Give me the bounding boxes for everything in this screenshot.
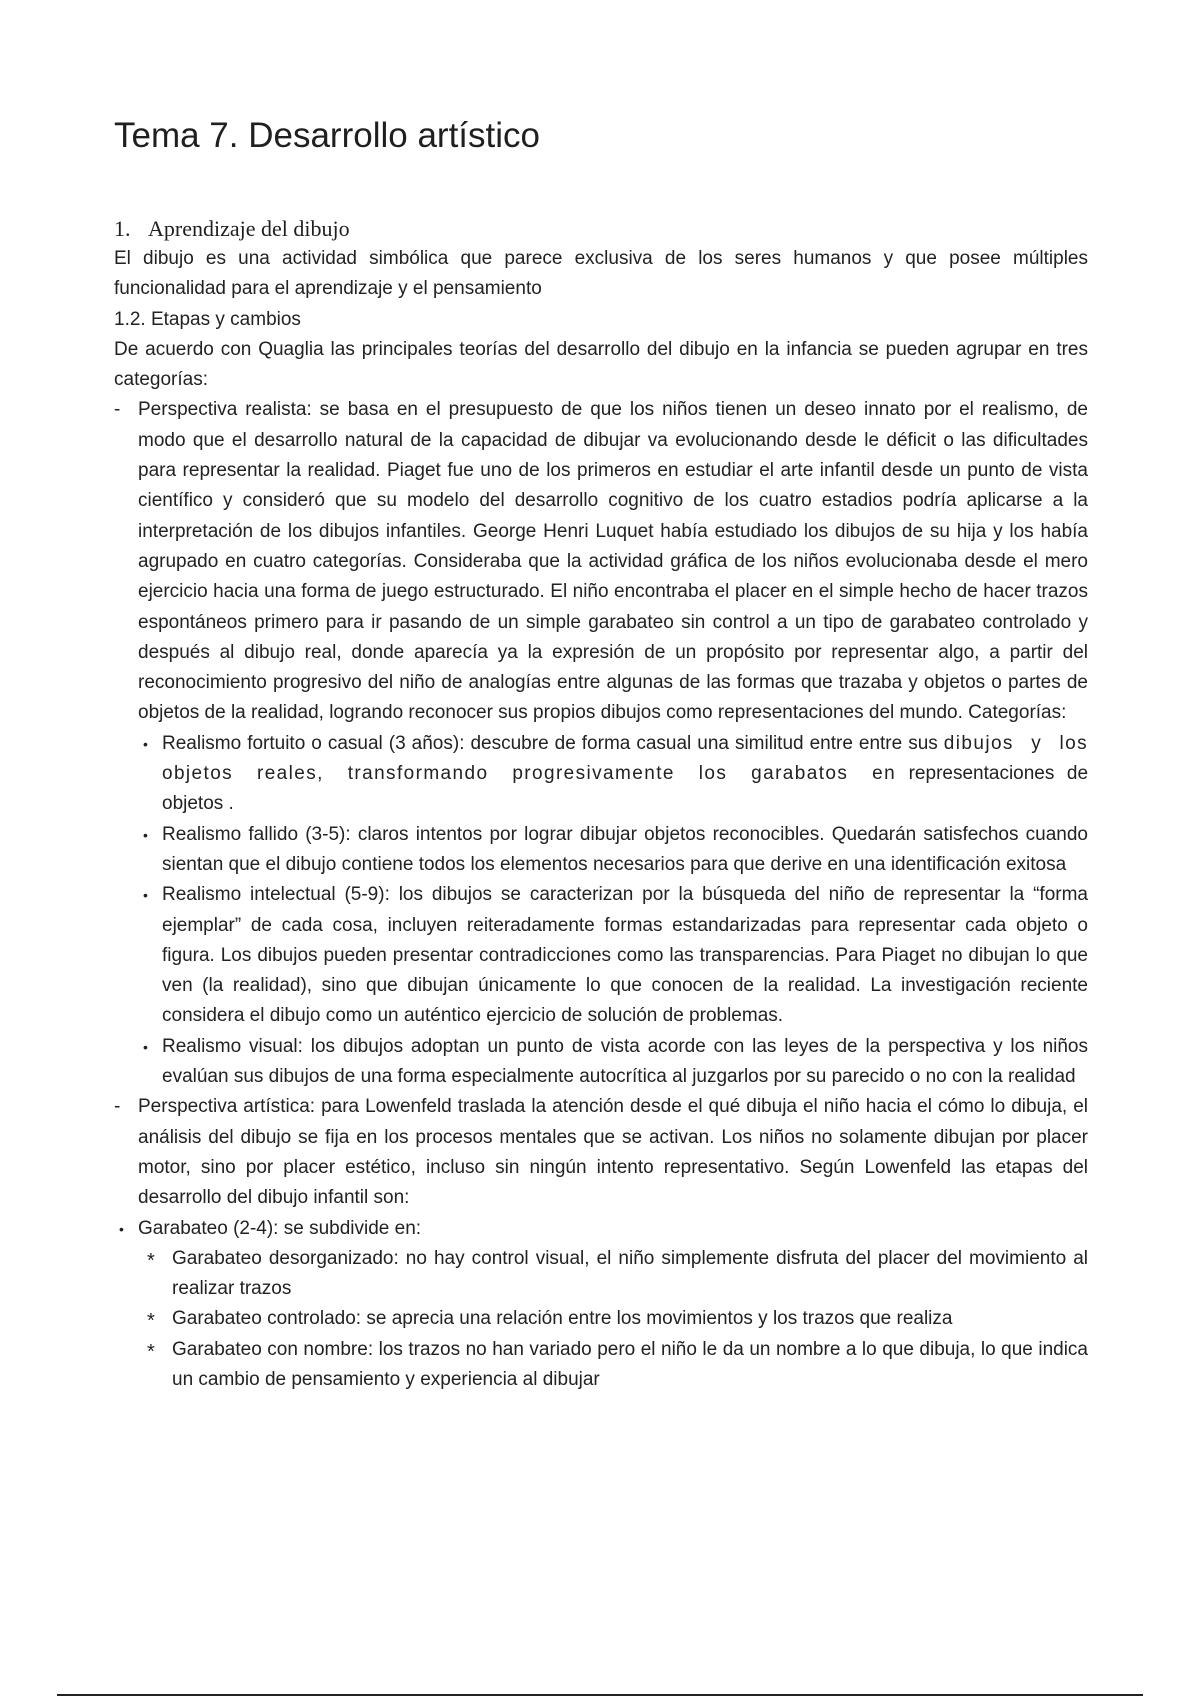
- section-heading-text: Aprendizaje del dibujo: [148, 216, 350, 241]
- intro-paragraph: El dibujo es una actividad simbólica que parece exclusiva de los seres humanos y que posee múltiples funcionalidad para el aprendizaje y el pensamiento: [114, 248, 1088, 300]
- realism-item-text: Realismo intelectual (5-9): los dibujos se caracterizan por la búsqueda del niño de representar la “forma ejemplar” de cada cosa, incluyen reiteradamente formas estandarizadas para representar cada objeto o figura. Los dibujos pueden presentar contradicciones como las transparencias. Para Piaget no dibujan lo que ven (la realidad), sino que dibujan únicamente lo que conocen de la realidad. La investigación reciente considera el dibujo como un auténtico ejercicio de solución de problemas.: [162, 884, 1088, 1027]
- list-item: [114, 1214, 1088, 1244]
- list-item: [114, 1304, 1088, 1334]
- page-title: Tema 7. Desarrollo artístico: [114, 116, 540, 155]
- perspective-artistica-text: Perspectiva artística: para Lowenfeld traslada la atención desde el qué dibuja el niño hacia el cómo lo dibuja, el análisis del dibujo se fija en los procesos mentales que se activan. Los niños no solamente dibujan por placer motor, sino por placer estético, incluso sin ningún intento representativo. Según Lowenfeld las etapas del desarrollo del dibujo infantil son:: [138, 1096, 1088, 1209]
- lead-paragraph: De acuerdo con Quaglia las principales teorías del desarrollo del dibujo en la infancia se pueden agrupar en tres categorías:: [114, 338, 1088, 391]
- realism-item-text: Realismo fallido (3-5): claros intentos por lograr dibujar objetos reconocibles. Quedarán satisfechos cuando sientan que el dibujo contiene todos los elementos necesarios para que derive en una identificación exitosa: [162, 823, 1088, 875]
- garabateo-subtypes-list: [114, 1244, 1088, 1395]
- star-marker: *: [147, 1249, 155, 1272]
- subtype-text: Garabateo controlado: se aprecia una relación entre los movimientos y los trazos que realiza: [172, 1308, 953, 1330]
- list-item: [114, 395, 1088, 1092]
- star-marker: *: [147, 1310, 155, 1333]
- bullet-marker: •: [143, 735, 148, 752]
- list-item: [138, 820, 1088, 881]
- perspectives-list: [114, 395, 1088, 1213]
- star-marker: *: [147, 1340, 155, 1363]
- list-item: [138, 880, 1088, 1031]
- footer-divider: [57, 1694, 1143, 1696]
- list-item: [138, 729, 1088, 820]
- realism-categories-list: [138, 729, 1088, 1093]
- perspective-realista-text: Perspectiva realista: se basa en el presupuesto de que los niños tienen un deseo innato por el realismo, de modo que el desarrollo natural de la capacidad de dibujar va evolucionando desde le déficit o las dificultades para representar la realidad. Piaget fue uno de los primeros en estudiar el arte infantil desde un punto de vista científico y consideró que su modelo del desarrollo cognitivo de los cuatro estadios podría aplicarse a la interpretación de los dibujos infantiles. George Henri Luquet había estudiado los dibujos de su hija y los había agrupado en cuatro categorías. Consideraba que la actividad gráfica de los niños evolucionaba desde el mero ejercicio hacia una forma de juego estructurado. El niño encontraba el placer en el simple hecho de hacer trazos espontáneos primero para ir pasando de un simple garabateo sin control a un tipo de garabateo controlado y después al dibujo real, donde aparecía ya la expresión de un propósito por representar algo, a partir del reconocimiento progresivo del niño de analogías entre algunas de las formas que trazaba y objetos o partes de objetos de la realidad, logrando reconocer sus propios dibujos como representaciones del mundo. Categorías:: [138, 399, 1088, 724]
- list-item: [114, 1092, 1088, 1213]
- bullet-marker: •: [143, 1038, 148, 1055]
- bullet-marker: •: [143, 826, 148, 843]
- bullet-marker: •: [119, 1220, 124, 1237]
- realism-item-text: Realismo visual: los dibujos adoptan un punto de vista acorde con las leyes de la perspectiva y los niños evalúan sus dibujos de una forma especialmente autocrítica al juzgarlos por su parecido o no con la realidad: [162, 1035, 1088, 1088]
- section-heading: [114, 214, 1088, 244]
- subtype-text: Garabateo desorganizado: no hay control visual, el niño simplemente disfruta del placer del movimiento al realizar trazos: [172, 1247, 1088, 1300]
- list-item: [114, 1335, 1088, 1396]
- document-page: [114, 108, 1088, 1395]
- realism-item-text: representaciones de objetos .: [162, 763, 1089, 815]
- subheading: 1.2. Etapas y cambios: [114, 308, 301, 330]
- dash-marker: -: [114, 1096, 121, 1118]
- lowenfeld-stages-list: [114, 1214, 1088, 1244]
- list-item: [114, 1244, 1088, 1305]
- bullet-marker: •: [143, 887, 148, 904]
- section-number: 1.: [114, 216, 131, 241]
- realism-item-text: dibujos y los objetos reales, transformando progresivamente los garabatos en: [162, 732, 1088, 785]
- list-item: [138, 1032, 1088, 1093]
- realism-item-text: Realismo fortuito o casual (3 años): descubre de forma casual una similitud entre entre sus: [162, 732, 938, 754]
- subtype-text: Garabateo con nombre: los trazos no han variado pero el niño le da un nombre a lo que dibuja, lo que indica un cambio de pensamiento y experiencia al dibujar: [172, 1338, 1088, 1390]
- dash-marker: -: [114, 399, 121, 421]
- stage-text: Garabateo (2-4): se subdivide en:: [138, 1217, 422, 1239]
